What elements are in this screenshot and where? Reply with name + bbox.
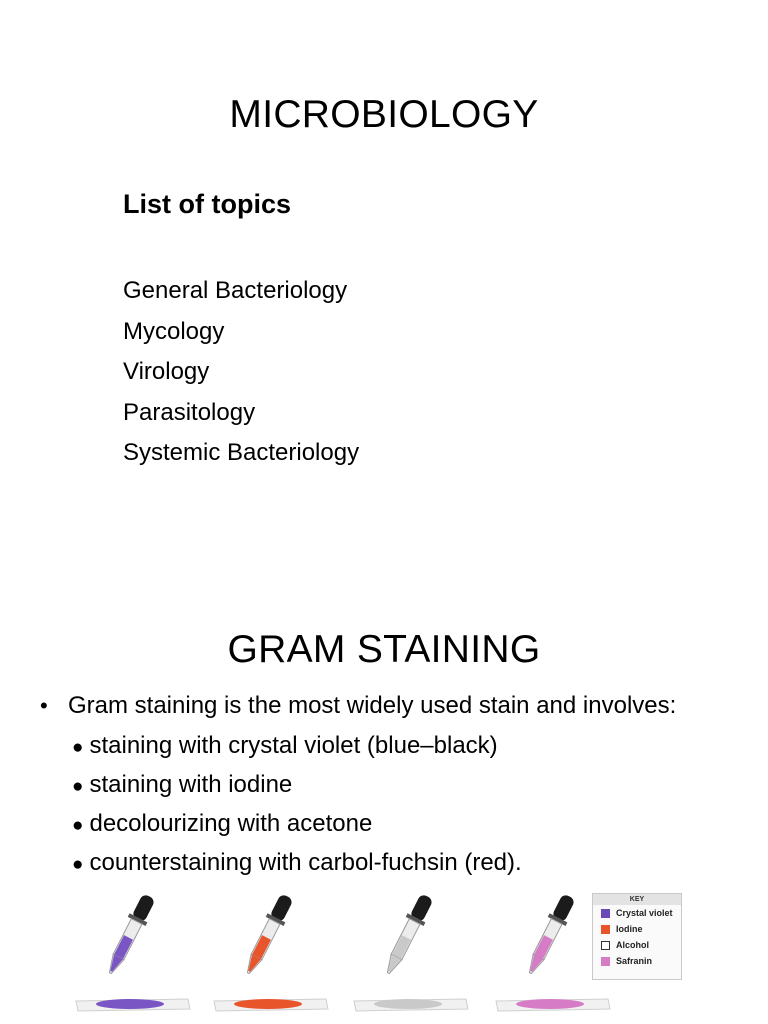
step-text: decolourizing with acetone — [89, 810, 373, 837]
key-swatch — [601, 957, 610, 966]
key-item — [593, 905, 681, 921]
alcohol-dropper-icon — [336, 893, 476, 1015]
main-bullet — [40, 692, 676, 720]
key-swatch — [601, 925, 610, 934]
topic-item: Virology — [123, 358, 210, 385]
topic-list — [123, 276, 359, 479]
key-item — [593, 937, 681, 953]
topics-subheading: List of topics — [123, 189, 291, 219]
sub-bullet-dot: ● — [72, 737, 84, 758]
stain-key-legend — [592, 893, 682, 980]
step-text: counterstaining with carbol-fuchsin (red). — [89, 849, 522, 876]
step-item — [72, 849, 522, 888]
key-item — [593, 921, 681, 937]
slide-title-gram-staining: GRAM STAINING — [227, 628, 541, 671]
key-label: Crystal violet — [616, 908, 673, 918]
step-item — [72, 771, 522, 810]
iodine-dropper-icon — [196, 893, 336, 1015]
staining-steps-list — [72, 732, 522, 888]
key-title: KEY — [593, 894, 681, 905]
crystal-violet-dropper-icon — [58, 893, 198, 1015]
slide-title-microbiology: MICROBIOLOGY — [229, 93, 539, 136]
topic-item: Systemic Bacteriology — [123, 439, 360, 466]
sub-bullet-dot: ● — [72, 815, 84, 836]
sub-bullet-dot: ● — [72, 854, 84, 875]
key-label: Iodine — [616, 924, 643, 934]
key-swatch — [601, 941, 610, 950]
slide-stain — [516, 999, 584, 1009]
slide-stain — [96, 999, 164, 1009]
slide-stain — [234, 999, 302, 1009]
step-item — [72, 732, 522, 771]
step-item — [72, 810, 522, 849]
key-swatch — [601, 909, 610, 918]
topic-item: General Bacteriology — [123, 277, 348, 304]
slide-stain — [374, 999, 442, 1009]
key-label: Safranin — [616, 956, 653, 966]
bullet-dot: • — [40, 693, 48, 718]
key-item — [593, 953, 681, 969]
main-bullet-text: Gram staining is the most widely used stain and involves: — [68, 692, 677, 719]
key-label: Alcohol — [616, 940, 649, 950]
sub-bullet-dot: ● — [72, 776, 84, 797]
topic-item: Parasitology — [123, 398, 256, 426]
topic-item: Mycology — [123, 317, 225, 345]
step-text: staining with crystal violet (blue–black) — [89, 732, 498, 759]
step-text: staining with iodine — [89, 771, 293, 798]
